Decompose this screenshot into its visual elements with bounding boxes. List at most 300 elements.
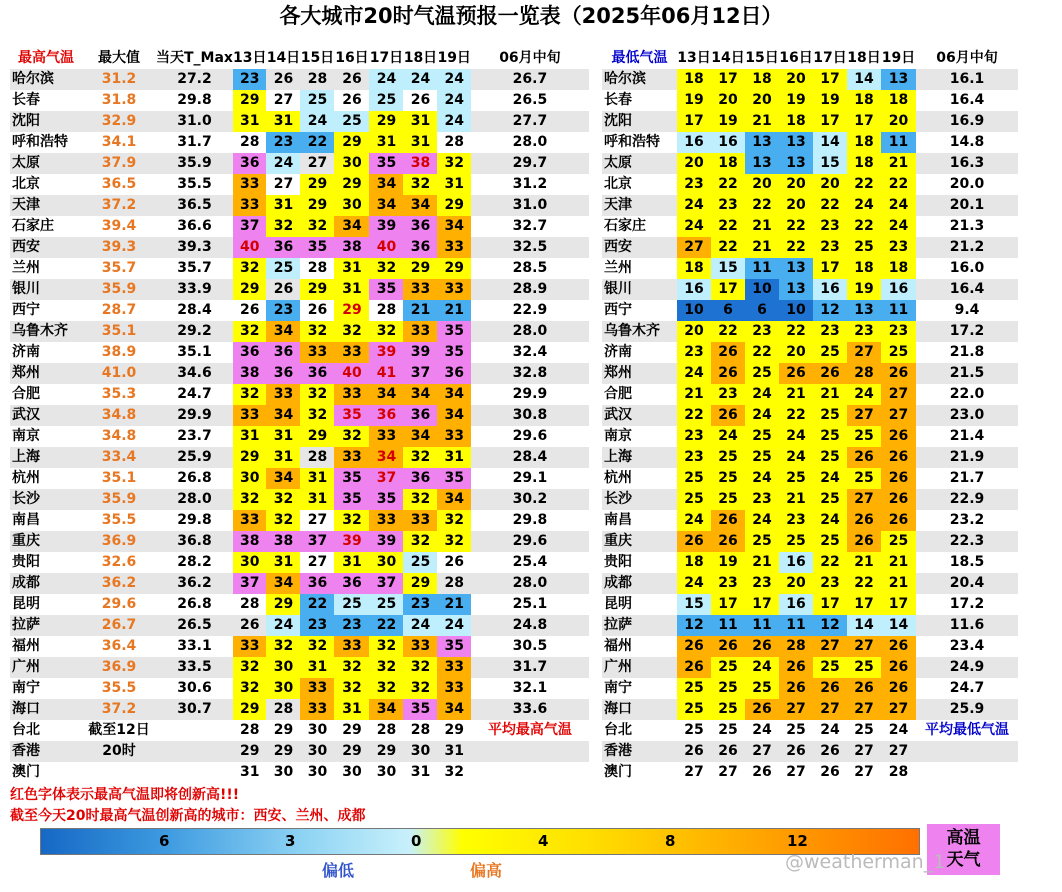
low-temp-cell: 24 [677,195,711,216]
mid-june-avg-low: 20.4 [916,573,1018,594]
high-temp-cell: 32 [266,216,300,237]
mid-june-avg-low: 24.9 [916,657,1018,678]
column-header: 19日 [881,49,916,66]
table-row [10,111,589,132]
table-row [10,615,589,636]
record-high: 36.9 [82,531,156,552]
today-max: 36.8 [156,531,233,552]
table-row [10,636,589,657]
high-temp-cell: 28 [300,258,334,279]
low-temp-cell: 26 [881,363,916,384]
low-temp-cell: 12 [677,615,711,636]
high-temp-cell: 36 [334,573,369,594]
high-temp-cell: 31 [300,489,334,510]
column-header: 06月中旬 [936,49,998,66]
high-temp-cell: 32 [266,636,300,657]
low-temp-cell: 25 [711,720,745,741]
high-temp-cell: 34 [369,699,403,720]
low-temp-cell: 26 [881,510,916,531]
low-temp-cell: 25 [677,678,711,699]
high-temp-cell: 23 [266,132,300,153]
low-temp-cell: 23 [677,426,711,447]
high-temp-cell: 28 [233,132,266,153]
record-high: 37.9 [82,153,156,174]
low-temp-cell: 25 [745,531,779,552]
low-temp-cell: 17 [745,594,779,615]
low-temp-cell: 26 [881,426,916,447]
high-temp-cell: 33 [334,384,369,405]
city-name: 南昌 [10,510,82,531]
high-temp-cell: 35 [437,468,470,489]
table-row [602,258,1018,279]
header-row [10,47,589,69]
column-header: 16日 [335,49,369,66]
high-temp-cell: 26 [334,90,369,111]
low-temp-cell: 12 [813,300,847,321]
low-temp-cell: 22 [813,195,847,216]
table-row [602,573,1018,594]
today-max: 31.7 [156,132,233,153]
mid-june-avg-high: 25.4 [471,552,589,573]
low-temp-cell: 25 [745,678,779,699]
high-temp-cell: 29 [300,174,334,195]
city-name: 广州 [10,657,82,678]
low-temp-cell: 28 [881,762,916,783]
low-temp-cell: 11 [881,300,916,321]
today-max: 36.2 [156,573,233,594]
low-temp-cell: 23 [847,321,881,342]
high-temp-cell: 32 [300,321,334,342]
high-temp-cell: 32 [233,489,266,510]
mid-june-avg-high: 29.6 [471,531,589,552]
high-temp-cell: 29 [403,258,437,279]
high-temp-cell: 32 [334,426,369,447]
record-high: 28.7 [82,300,156,321]
table-row [602,174,1018,195]
column-header: 18日 [403,49,438,66]
high-temp-cell: 31 [437,741,470,762]
low-temp-cell: 25 [745,426,779,447]
hot-label-1: 高温 [946,828,981,848]
table-row [10,657,589,678]
low-temp-cell: 26 [881,468,916,489]
table-row [10,678,589,699]
low-temp-cell: 18 [711,153,745,174]
high-temp-cell: 32 [300,216,334,237]
city-name: 银川 [10,279,82,300]
high-temp-cell: 36 [266,342,300,363]
table-row [602,405,1018,426]
column-header: 19日 [437,49,471,66]
low-temp-cell: 22 [779,321,813,342]
low-temp-cell: 25 [711,447,745,468]
high-temp-cell: 25 [369,90,403,111]
low-temp-cell: 26 [779,657,813,678]
low-temp-cell: 24 [711,426,745,447]
high-temp-cell: 36 [300,363,334,384]
mid-june-avg-high: 26.5 [471,90,589,111]
low-temp-cell: 14 [881,615,916,636]
legend-tick: 12 [787,832,808,850]
low-temp-cell: 10 [779,300,813,321]
mid-june-avg-low: 21.7 [916,468,1018,489]
low-temp-cell: 18 [881,90,916,111]
high-temp-cell: 35 [369,153,403,174]
today-max: 28.2 [156,552,233,573]
record-high: 32.9 [82,111,156,132]
low-temp-cell: 24 [745,657,779,678]
city-name: 兰州 [10,258,82,279]
low-temp-cell: 15 [677,594,711,615]
mid-june-avg-low: 16.4 [916,279,1018,300]
high-temp-cell: 28 [403,720,437,741]
high-temp-cell: 38 [266,531,300,552]
city-name: 沈阳 [602,111,677,132]
high-temp-cell: 31 [233,426,266,447]
high-temp-cell: 31 [334,552,369,573]
low-temp-cell: 25 [711,678,745,699]
high-temp-cell: 27 [266,174,300,195]
city-name: 台北 [10,720,82,741]
mid-june-avg-high: 32.5 [471,237,589,258]
high-temp-cell: 38 [233,363,266,384]
low-temp-cell: 21 [745,552,779,573]
high-temp-cell: 34 [266,468,300,489]
high-temp-cell: 32 [300,405,334,426]
low-temp-cell: 26 [677,657,711,678]
low-temp-cell: 25 [813,531,847,552]
low-temp-cell: 26 [847,510,881,531]
legend-tick: 8 [665,832,676,850]
city-name: 济南 [10,342,82,363]
high-temp-cell: 38 [403,153,437,174]
high-temp-cell: 36 [266,237,300,258]
table-row [10,132,589,153]
today-max [156,720,233,741]
mid-june-avg-high: 31.2 [471,174,589,195]
city-name: 拉萨 [602,615,677,636]
high-temp-cell: 31 [403,111,437,132]
city-name: 南京 [10,426,82,447]
table-row [10,363,589,384]
low-temp-cell: 19 [779,90,813,111]
low-temp-cell: 25 [847,237,881,258]
low-temp-cell: 23 [745,573,779,594]
table-row [602,510,1018,531]
low-temp-cell: 18 [677,552,711,573]
high-temp-cell: 34 [437,699,470,720]
mid-june-avg-high: 30.5 [471,636,589,657]
city-name: 长沙 [10,489,82,510]
low-temp-cell: 21 [745,216,779,237]
high-temp-cell: 32 [403,447,437,468]
table-row [602,468,1018,489]
record-high: 39.3 [82,237,156,258]
city-name: 海口 [10,699,82,720]
city-name: 广州 [602,657,677,678]
legend-low-label: 偏低 [322,861,355,880]
low-temp-cell: 18 [847,258,881,279]
low-temp-cell: 23 [881,321,916,342]
high-temp-cell: 22 [300,132,334,153]
record-high: 39.4 [82,216,156,237]
today-max: 24.7 [156,384,233,405]
high-temp-cell: 30 [369,552,403,573]
mid-june-avg-low: 17.2 [916,321,1018,342]
high-temp-cell: 23 [403,594,437,615]
low-temp-cell: 13 [779,153,813,174]
mid-june-avg-low: 20.1 [916,195,1018,216]
table-row [602,489,1018,510]
low-temp-cell: 21 [779,489,813,510]
high-temp-cell: 29 [334,132,369,153]
high-temp-cell: 36 [233,342,266,363]
low-temp-cell: 22 [779,237,813,258]
low-temp-cell: 27 [847,342,881,363]
low-temp-cell: 26 [779,678,813,699]
table-row [602,636,1018,657]
max-temp-table [10,47,589,783]
high-temp-cell: 29 [233,447,266,468]
city-name: 杭州 [602,468,677,489]
high-temp-cell: 32 [369,636,403,657]
high-temp-cell: 33 [403,636,437,657]
high-temp-cell: 31 [369,132,403,153]
low-temp-cell: 26 [677,636,711,657]
high-temp-cell: 29 [233,279,266,300]
high-temp-cell: 31 [300,468,334,489]
low-temp-cell: 24 [745,384,779,405]
mid-june-avg-low: 21.2 [916,237,1018,258]
low-temp-cell: 13 [779,258,813,279]
mid-june-avg-high: 平均最高气温 [471,720,589,741]
low-temp-cell: 21 [745,237,779,258]
low-temp-cell: 17 [847,594,881,615]
low-temp-cell: 18 [677,258,711,279]
mid-june-avg-low: 9.4 [916,300,1018,321]
mid-june-avg-low: 16.9 [916,111,1018,132]
low-temp-cell: 22 [745,195,779,216]
today-max: 31.0 [156,111,233,132]
low-temp-cell: 26 [881,657,916,678]
table-row [10,468,589,489]
column-header: 15日 [745,49,779,66]
low-temp-cell: 14 [847,615,881,636]
today-max: 36.6 [156,216,233,237]
low-temp-cell: 26 [711,405,745,426]
high-temp-cell: 29 [334,300,369,321]
table-row [10,510,589,531]
high-temp-cell: 32 [369,678,403,699]
low-temp-cell: 25 [847,720,881,741]
low-temp-cell: 16 [677,132,711,153]
high-temp-cell: 22 [300,594,334,615]
table-row [10,447,589,468]
high-temp-cell: 34 [437,405,470,426]
low-temp-cell: 27 [881,741,916,762]
low-temp-cell: 26 [847,531,881,552]
record-high: 34.8 [82,426,156,447]
high-temp-cell: 30 [334,153,369,174]
watermark: @weatherman_1 [785,851,946,873]
legend-tick: 4 [538,832,549,850]
low-temp-cell: 27 [847,762,881,783]
high-temp-cell: 28 [437,132,470,153]
mid-june-avg-high: 32.8 [471,363,589,384]
high-temp-cell: 36 [300,573,334,594]
city-name: 南京 [602,426,677,447]
high-temp-cell: 33 [369,426,403,447]
high-temp-cell: 32 [233,678,266,699]
min-temp-table [602,47,1018,783]
table-row [602,552,1018,573]
table-row [602,699,1018,720]
high-temp-cell: 24 [437,69,470,90]
table-row [602,279,1018,300]
high-temp-cell: 32 [266,489,300,510]
column-header: 18日 [847,49,881,66]
low-temp-cell: 17 [813,111,847,132]
mid-june-avg-high: 28.0 [471,132,589,153]
mid-june-avg-high [471,762,589,783]
high-temp-cell: 33 [233,174,266,195]
high-temp-cell: 30 [403,741,437,762]
high-temp-cell: 24 [437,90,470,111]
city-name: 呼和浩特 [602,132,677,153]
high-temp-cell: 34 [403,195,437,216]
table-row [602,741,1018,762]
low-temp-cell: 22 [677,405,711,426]
low-temp-cell: 23 [711,573,745,594]
mid-june-avg-low: 23.4 [916,636,1018,657]
low-temp-cell: 27 [779,699,813,720]
mid-june-avg-high: 31.7 [471,657,589,678]
low-temp-cell: 18 [779,111,813,132]
high-temp-cell: 29 [437,258,470,279]
low-temp-cell: 23 [677,342,711,363]
city-name: 兰州 [602,258,677,279]
city-name: 石家庄 [602,216,677,237]
low-temp-cell: 25 [881,531,916,552]
low-temp-cell: 24 [779,447,813,468]
column-header: 13日 [232,49,267,66]
high-temp-cell: 28 [233,594,266,615]
record-high: 36.9 [82,657,156,678]
mid-june-avg-high: 30.8 [471,405,589,426]
high-temp-cell: 30 [266,657,300,678]
table-row [10,531,589,552]
low-temp-cell: 24 [881,195,916,216]
mid-june-avg-high: 28.0 [471,573,589,594]
high-temp-cell: 38 [233,531,266,552]
hot-label-2: 天气 [946,850,981,870]
city-name: 重庆 [602,531,677,552]
city-name: 福州 [10,636,82,657]
high-temp-cell: 33 [334,342,369,363]
low-temp-cell: 20 [677,153,711,174]
high-temp-cell: 37 [369,573,403,594]
table-row [602,237,1018,258]
column-header: 06月中旬 [499,49,561,66]
city-name: 西宁 [10,300,82,321]
high-temp-cell: 34 [369,447,403,468]
low-temp-cell: 25 [847,657,881,678]
city-name: 合肥 [10,384,82,405]
low-temp-cell: 25 [677,699,711,720]
high-temp-cell: 24 [300,111,334,132]
city-name: 海口 [602,699,677,720]
high-temp-cell: 35 [334,468,369,489]
mid-june-avg-low: 21.3 [916,216,1018,237]
low-temp-cell: 27 [881,699,916,720]
today-max: 29.8 [156,510,233,531]
table-row [602,594,1018,615]
high-temp-cell: 29 [437,720,470,741]
high-temp-cell: 29 [437,195,470,216]
city-name: 天津 [10,195,82,216]
mid-june-avg-high: 29.8 [471,510,589,531]
mid-june-avg-low: 23.0 [916,405,1018,426]
legend-tick: 6 [159,832,170,850]
record-high: 31.2 [82,69,156,90]
column-header: 16日 [779,49,813,66]
high-temp-cell: 30 [266,678,300,699]
record-high: 35.9 [82,279,156,300]
table-row [10,741,589,762]
high-temp-cell: 32 [403,531,437,552]
low-temp-cell: 11 [711,615,745,636]
today-max: 28.4 [156,300,233,321]
table-row [10,426,589,447]
low-temp-cell: 25 [711,489,745,510]
high-temp-cell: 23 [233,69,266,90]
low-temp-cell: 22 [711,321,745,342]
city-name: 武汉 [602,405,677,426]
low-temp-cell: 26 [745,699,779,720]
table-row [602,321,1018,342]
high-temp-cell: 31 [334,699,369,720]
record-high: 34.8 [82,405,156,426]
high-temp-cell: 37 [300,531,334,552]
low-temp-cell: 17 [813,69,847,90]
low-temp-cell: 26 [711,531,745,552]
column-header: 当天T_Max [156,49,233,66]
today-max: 25.9 [156,447,233,468]
city-name: 台北 [602,720,677,741]
high-temp-cell: 35 [369,489,403,510]
city-name: 哈尔滨 [602,69,677,90]
city-name: 天津 [602,195,677,216]
city-name: 澳门 [602,762,677,783]
high-temp-cell: 32 [334,678,369,699]
city-name: 乌鲁木齐 [602,321,677,342]
mid-june-avg-high: 29.7 [471,153,589,174]
high-temp-cell: 35 [334,489,369,510]
table-row [10,174,589,195]
low-temp-cell: 26 [677,741,711,762]
high-temp-cell: 31 [266,195,300,216]
low-temp-cell: 27 [881,405,916,426]
low-temp-cell: 20 [711,90,745,111]
high-temp-cell: 33 [233,636,266,657]
low-temp-cell: 19 [711,552,745,573]
high-temp-cell: 25 [369,594,403,615]
high-temp-cell: 31 [233,111,266,132]
low-temp-cell: 11 [881,132,916,153]
low-temp-cell: 14 [847,69,881,90]
high-temp-cell: 31 [403,762,437,783]
today-max: 36.5 [156,195,233,216]
